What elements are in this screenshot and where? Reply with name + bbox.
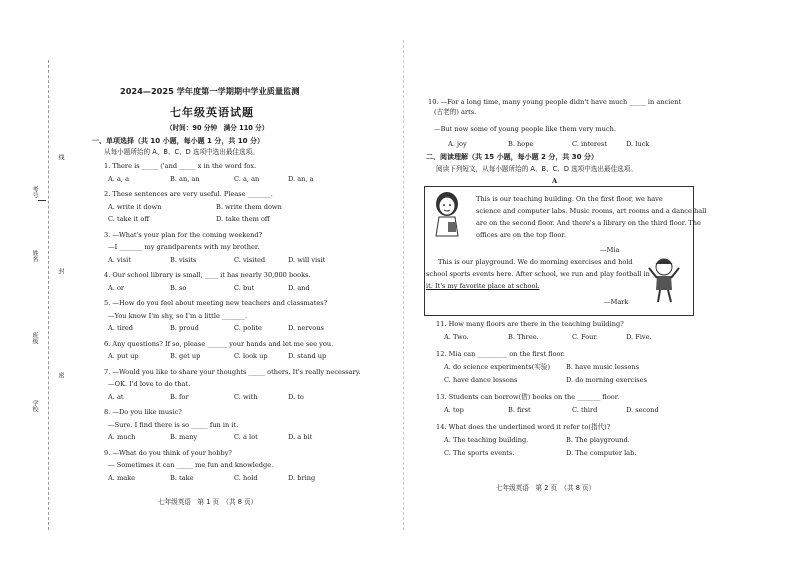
passage-1-line-4: offices are on the top floor. xyxy=(476,231,566,239)
passage-2-line-2: school sports events here. After school, we run and play football in xyxy=(426,270,650,278)
question-4-option-a[interactable]: A. or xyxy=(108,283,125,292)
question-4-line-1: 4. Our school library is small, ____ it has nearly 30,000 books. xyxy=(104,271,311,279)
girl-illustration xyxy=(430,190,464,240)
question-11-option-c[interactable]: C. Four. xyxy=(572,333,598,341)
passage-2-line-1: This is our playground. We do morning exercises and hold xyxy=(438,258,633,266)
question-5-option-d[interactable]: D. nervous xyxy=(288,324,324,332)
question-6-option-c[interactable]: C. look up xyxy=(234,352,268,360)
exam-subject-title: 七年级英语试题 xyxy=(170,106,254,119)
question-3-line-1: 3. —What's your plan for the coming weekend? xyxy=(104,230,263,239)
page-footer-left: 七年级英语 第 1 页 （共 8 页） xyxy=(158,498,258,506)
question-2-option-c[interactable]: C. take it off xyxy=(108,215,150,223)
question-2-line-1: 2. These sentences are very useful. Please _______. xyxy=(104,190,273,198)
passage-a-label: A xyxy=(552,177,558,185)
question-2-option-d[interactable]: D. take them off xyxy=(216,215,270,223)
question-13-option-b[interactable]: B. first xyxy=(508,406,531,414)
question-3-line-2: —I _______ my grandparents with my brother. xyxy=(108,243,260,251)
margin-mark-line: 线 xyxy=(57,154,64,160)
question-7-line-1: 7. —Would you like to share your thoughts _____ others. It's really necessary. xyxy=(104,367,361,376)
question-11-option-d[interactable]: D. Five. xyxy=(626,333,652,341)
page-footer-right: 七年级英语 第 2 页 （共 8 页） xyxy=(496,484,596,492)
section-2-instructions: 阅读下列短文，从每小题所给的 A、B、C、D 选项中选出最佳选项。 xyxy=(436,165,637,173)
question-5-line-2: —You know I'm shy, so I'm a little _______. xyxy=(108,311,248,320)
question-9-line-1: 9. —What do you think of your hobby? xyxy=(104,448,232,457)
question-7-line-2: —OK. I'd love to do that. xyxy=(108,380,191,388)
question-14-option-d[interactable]: D. The computer lab. xyxy=(566,449,637,457)
passage-1-line-2: science and computer labs. Music rooms, art rooms and a dance hall xyxy=(476,207,707,215)
question-11-option-b[interactable]: B. Three. xyxy=(508,333,539,341)
section-2-heading: 二、阅读理解（共 15 小题，每小题 2 分，共 30 分） xyxy=(426,153,598,161)
margin-blank xyxy=(38,200,46,201)
q10-line-2: (古老的) arts. xyxy=(434,108,477,116)
question-9-option-c[interactable]: C. hold xyxy=(234,473,258,482)
question-11-line-1: 11. How many floors are there in the teaching building? xyxy=(436,320,624,328)
binding-line xyxy=(48,60,50,530)
question-7-option-d[interactable]: D. to xyxy=(288,392,304,401)
question-9-line-2: — Sometimes it can _____ me fun and knowledge. xyxy=(108,461,274,469)
question-7-option-a[interactable]: A. at xyxy=(108,392,124,401)
exam-time-score: （时间：90 分钟 满分 110 分） xyxy=(166,124,269,132)
question-9-option-b[interactable]: B. take xyxy=(170,473,194,482)
question-12-option-b[interactable]: B. have music lessons xyxy=(566,363,640,371)
passage-1-line-3: are on the second floor. And there's a library on the third floor. The xyxy=(476,219,701,227)
margin-label-exam-number: 考号 xyxy=(31,186,38,198)
question-4-option-d[interactable]: D. and xyxy=(288,283,310,292)
question-14-option-a[interactable]: A. The teaching building. xyxy=(444,436,529,444)
question-13-option-d[interactable]: D. second xyxy=(626,406,659,414)
question-4-option-b[interactable]: B. so xyxy=(170,283,187,292)
question-13-option-c[interactable]: C. third xyxy=(572,406,598,414)
question-12-option-c[interactable]: C. have dance lessons xyxy=(444,376,518,384)
question-1-option-d[interactable]: D. an, a xyxy=(288,174,314,183)
boy-illustration xyxy=(646,256,682,306)
question-8-line-1: 8. —Do you like music? xyxy=(104,408,182,416)
question-5-option-a[interactable]: A. tired xyxy=(108,324,133,332)
question-9-option-d[interactable]: D. bring xyxy=(288,473,316,482)
question-5-option-b[interactable]: B. proud xyxy=(170,324,199,332)
q10-option-c: C. interest xyxy=(572,140,607,148)
question-8-line-2: —Sure. I find there is so _____ fun in it. xyxy=(108,420,239,429)
question-5-line-1: 5. —How do you feel about meeting new teachers and classmates? xyxy=(104,299,328,307)
question-8-option-c[interactable]: C. a lot xyxy=(234,433,258,441)
question-6-option-d[interactable]: D. stand up xyxy=(288,352,327,360)
question-14-option-c[interactable]: C. The sports events. xyxy=(444,449,515,457)
question-7-option-b[interactable]: B. for xyxy=(170,392,189,401)
question-3-option-d[interactable]: D. will visit xyxy=(288,255,326,264)
question-4-option-c[interactable]: C. but xyxy=(234,283,255,292)
question-2-option-a[interactable]: A. write it down xyxy=(108,202,162,211)
question-5-option-c[interactable]: C. polite xyxy=(234,324,262,332)
question-1-option-b[interactable]: B. an, an xyxy=(170,174,200,183)
question-8-option-d[interactable]: D. a bit xyxy=(288,433,313,441)
question-12-line-1: 12. Mia can _________ on the first floor. xyxy=(436,350,565,358)
margin-label-name: 姓名 xyxy=(31,250,38,262)
question-6-option-a[interactable]: A. put up xyxy=(108,352,139,360)
question-3-option-c[interactable]: C. visited xyxy=(234,255,266,264)
q10-line-3: —But now some of young people like them very much. xyxy=(434,125,616,133)
question-9-option-a[interactable]: A. make xyxy=(108,473,136,482)
question-11-option-a[interactable]: A. Two. xyxy=(444,333,469,341)
section-1-instructions: 从每小题所给的 A、B、C、D 选项中选出最佳选项。 xyxy=(104,148,259,156)
margin-label-school: 学校 xyxy=(31,400,38,412)
passage-1-signature: —Mia xyxy=(600,246,620,254)
question-1-option-c[interactable]: C. a, an xyxy=(234,174,260,183)
question-12-option-a[interactable]: A. do science experiments(实验) xyxy=(444,363,551,371)
section-1-heading: 一、单项选择（共 10 小题，每小题 1 分，共 10 分） xyxy=(92,137,264,145)
question-13-line-1: 13. Students can borrow(借) books on the _______ floor. xyxy=(436,393,620,401)
question-3-option-b[interactable]: B. visits xyxy=(170,255,197,264)
question-14-line-1: 14. What does the underlined word it refer to(指代)? xyxy=(436,423,611,431)
question-8-option-b[interactable]: B. many xyxy=(170,433,198,441)
passage-2-line-3: it. It's my favorite place at school. xyxy=(426,282,540,290)
margin-mark-secret: 密 xyxy=(57,372,64,378)
margin-label-class: 班级 xyxy=(31,332,38,344)
q10-option-a: A. joy xyxy=(448,140,467,148)
question-6-line-1: 6. Any questions? If so, please ______ your hands and let me see you. xyxy=(104,339,334,348)
question-1-option-a[interactable]: A. a, a xyxy=(108,174,130,183)
q10-option-b: B. hope xyxy=(508,140,534,148)
margin-mark-seal: 封 xyxy=(57,268,64,274)
q10-line-1: 10. —For a long time, many young people didn't have much _____ in ancient xyxy=(428,98,682,106)
q10-option-d: D. luck xyxy=(626,140,650,148)
question-3-option-a[interactable]: A. visit xyxy=(108,255,131,264)
question-8-option-a[interactable]: A. much xyxy=(108,433,136,441)
question-6-option-b[interactable]: B. get up xyxy=(170,352,201,360)
passage-2-signature: —Mark xyxy=(604,298,629,306)
question-14-option-b[interactable]: B. The playground. xyxy=(566,436,630,444)
question-13-option-a[interactable]: A. top xyxy=(444,406,464,414)
question-2-option-b[interactable]: B. write them down xyxy=(216,202,282,211)
fold-line xyxy=(403,40,404,530)
passage-1-line-1: This is our teaching building. On the first floor, we have xyxy=(476,195,663,203)
question-12-option-d[interactable]: D. do morning exercises xyxy=(566,376,647,384)
question-7-option-c[interactable]: C. with xyxy=(234,392,258,401)
question-1-line-1: 1. There is _____ ('and _____ x in the word fox. xyxy=(104,162,257,170)
exam-title: 2024—2025 学年度第一学期期中学业质量监测 xyxy=(120,86,300,96)
